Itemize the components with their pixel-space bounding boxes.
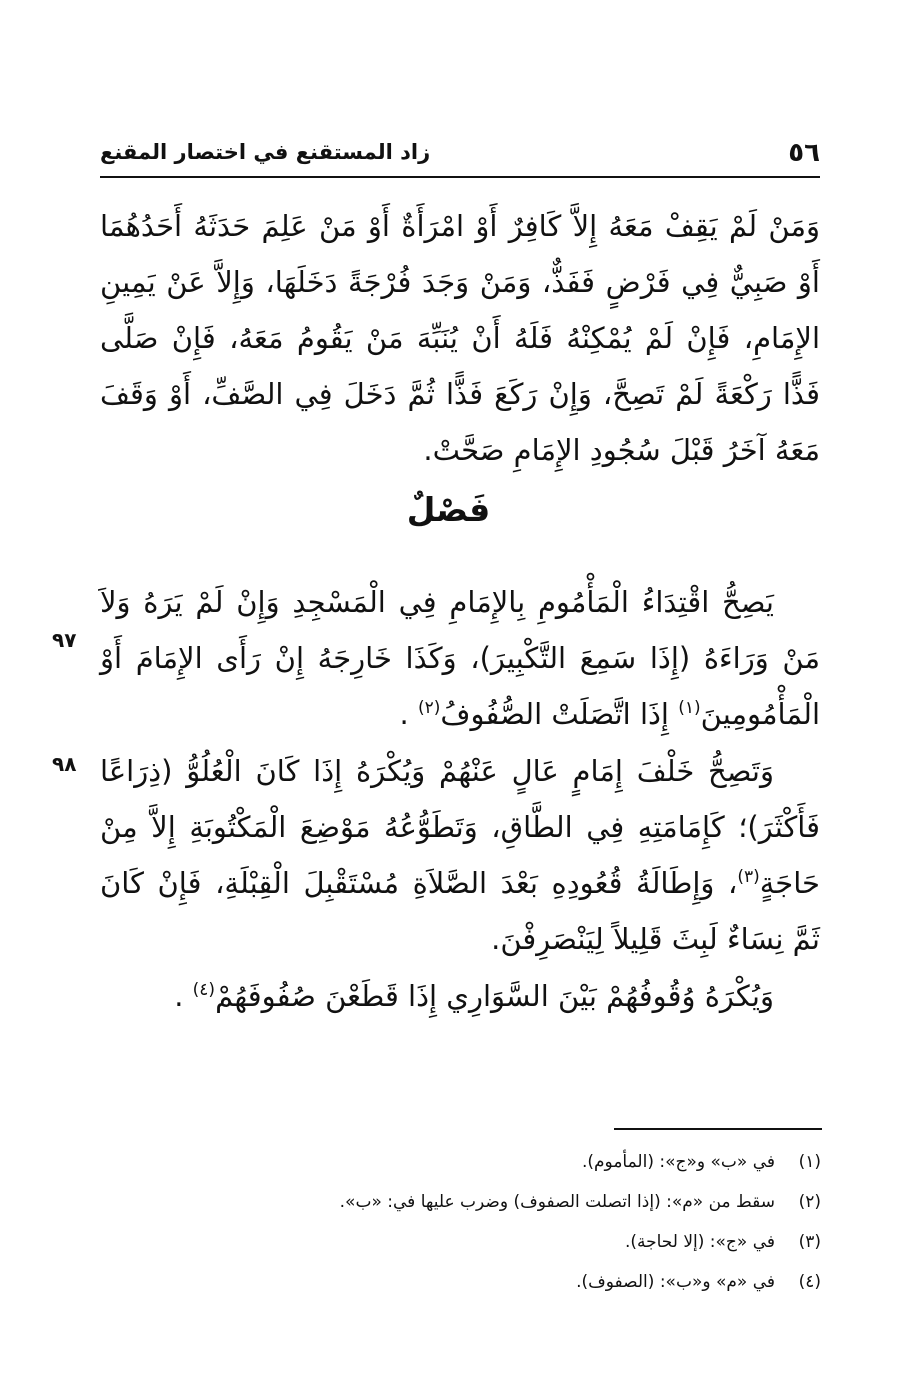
page-number: ٥٦	[788, 138, 820, 168]
paragraph-4	[100, 968, 820, 1024]
footnote-text: في «ج»: (إلا لحاجة).	[624, 1232, 775, 1252]
footnote-number: (٣)	[798, 1232, 821, 1252]
paragraph-2-text-c: .	[399, 697, 409, 731]
footnote-2	[101, 1182, 821, 1222]
paragraph-2	[100, 574, 820, 742]
section-heading: فَصْلٌ	[406, 490, 491, 529]
footnote-ref-3[interactable]: (٣)	[737, 867, 760, 887]
footnote-number: (٢)	[798, 1192, 821, 1212]
footnote-text: في «م» و«ب»: (الصفوف).	[576, 1272, 775, 1292]
paragraph-3	[100, 743, 820, 967]
footnote-4	[101, 1262, 821, 1302]
footnote-number: (١)	[798, 1152, 821, 1172]
footnote-ref-1[interactable]: (١)	[678, 698, 701, 718]
paragraph-4-text-b: .	[174, 979, 184, 1013]
footnote-ref-2[interactable]: (٢)	[417, 698, 441, 718]
footnotes	[101, 1142, 821, 1302]
margin-number-98: ٩٨	[52, 752, 77, 776]
paragraph-3-text-b: ، وَإِطَالَةُ قُعُودِهِ بَعْدَ الصَّلاَةِ مُسْتَقْبِلَ الْقِبْلَةِ، فَإِنْ كَانَ ثَمَّ نِسَاءٌ لَبِثَ قَلِيلاً لِيَنْصَرِفْنَ.	[100, 866, 820, 956]
footnote-text: سقط من «م»: (إذا اتصلت الصفوف) وضرب عليها في: «ب».	[339, 1192, 775, 1212]
footnote-rule	[614, 1128, 822, 1130]
footnote-3	[101, 1222, 821, 1262]
paragraph-3-text-a: وَتَصِحُّ خَلْفَ إِمَامٍ عَالٍ عَنْهُمْ وَيُكْرَهُ إِذَا كَانَ الْعُلُوُّ (ذِرَاعًا فَأَكْثَرَ)؛ كَإِمَامَتِهِ فِي الطَّاقِ، وَتَطَوُّعُهُ مَوْضِعَ الْمَكْتُوبَةِ إِلاَّ مِنْ حَاجَةٍ	[100, 754, 820, 900]
running-head	[100, 138, 820, 178]
footnote-text: في «ب» و«ج»: (المأموم).	[581, 1152, 775, 1172]
paragraph-4-text-a: وَيُكْرَهُ وُقُوفُهُمْ بَيْنَ السَّوَارِي إِذَا قَطَعْنَ صُفُوفَهُمْ	[215, 979, 774, 1013]
book-title: زاد المستقنع في اختصار المقنع	[100, 140, 431, 164]
header-rule	[100, 176, 820, 178]
footnote-ref-4[interactable]: (٤)	[192, 980, 216, 1000]
footnote-number: (٤)	[798, 1272, 821, 1292]
paragraph-2-text-a: يَصِحُّ اقْتِدَاءُ الْمَأْمُومِ بِالإِمَامِ فِي الْمَسْجِدِ وَإِنْ لَمْ يَرَهُ وَلاَ مَنْ وَرَاءَهُ (إِذَا سَمِعَ التَّكْبِيرَ)، وَكَذَا خَارِجَهُ إِنْ رَأَى الإِمَامَ أَوْ الْمَأْمُومِينَ	[100, 585, 820, 731]
footnote-1	[101, 1142, 821, 1182]
paragraph-1	[100, 198, 820, 478]
margin-number-97: ٩٧	[52, 628, 77, 652]
paragraph-1-text: وَمَنْ لَمْ يَقِفْ مَعَهُ إِلاَّ كَافِرٌ أَوْ امْرَأَةٌ أَوْ مَنْ عَلِمَ حَدَثَهُ أَحَدُهُمَا أَوْ صَبِيٌّ فِي فَرْضٍ فَفَذٌّ، وَمَنْ وَجَدَ فُرْجَةً دَخَلَهَا، وَإِلاَّ عَنْ يَمِينِ الإِمَامِ، فَإِنْ لَمْ يُمْكِنْهُ فَلَهُ أَنْ يُنَبِّهَ مَنْ يَقُومُ مَعَهُ، فَإِنْ صَلَّى فَذًّا رَكْعَةً لَمْ تَصِحَّ، وَإِنْ رَكَعَ فَذًّا ثُمَّ دَخَلَ فِي الصَّفِّ، أَوْ وَقَفَ مَعَهُ آخَرُ قَبْلَ سُجُودِ الإِمَامِ صَحَّتْ.	[100, 209, 820, 467]
paragraph-2-text-b: إِذَا اتَّصَلَتْ الصُّفُوفُ	[440, 697, 669, 731]
